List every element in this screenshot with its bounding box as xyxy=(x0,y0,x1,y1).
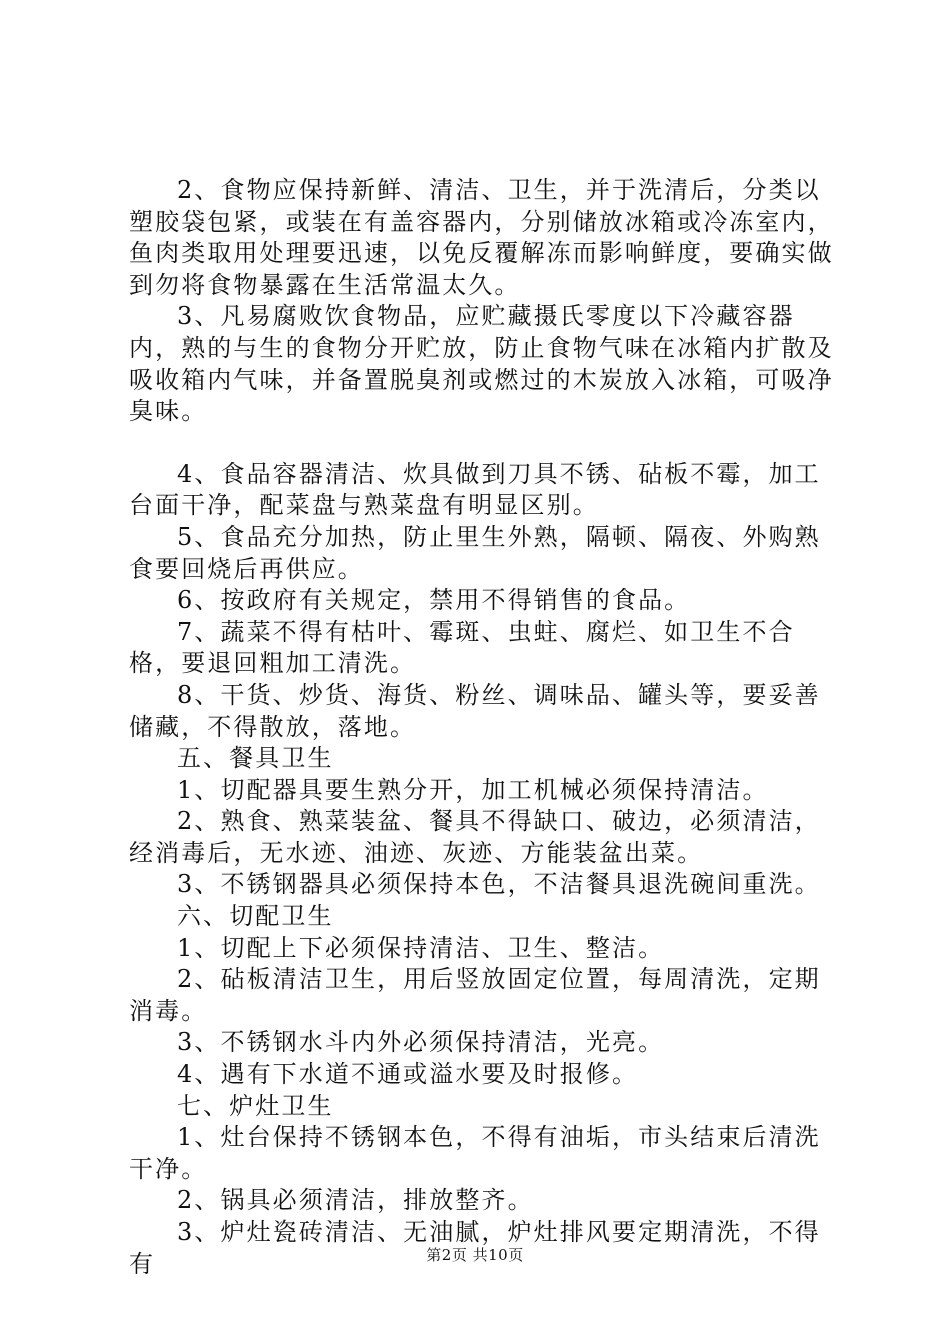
paragraph-stove-1: 1、灶台保持不锈钢本色，不得有油垢，市头结束后清洗干净。 xyxy=(129,1123,821,1183)
paragraph-food-heating-5: 5、食品充分加热，防止里生外熟，隔顿、隔夜、外购熟食要回烧后再供应。 xyxy=(129,522,821,583)
paragraph-tableware-3: 3、不锈钢器具必须保持本色，不洁餐具退洗碗间重洗。 xyxy=(177,870,821,899)
section-heading-stove: 七、炉灶卫生 xyxy=(177,1091,334,1120)
paragraph-cutting-4: 4、遇有下水道不通或溢水要及时报修。 xyxy=(177,1060,639,1089)
paragraph-dry-goods-8: 8、干货、炒货、海货、粉丝、调味品、罐头等，要妥善储藏，不得散放，落地。 xyxy=(129,680,821,741)
paragraph-tableware-1: 1、切配器具要生熟分开，加工机械必须保持清洁。 xyxy=(177,775,769,804)
paragraph-stove-2: 2、锅具必须清洁，排放整齐。 xyxy=(177,1186,534,1215)
paragraph-banned-food-6: 6、按政府有关规定，禁用不得销售的食品。 xyxy=(177,586,691,615)
page-footer: 第2页 共10页 xyxy=(426,1246,524,1264)
paragraph-stove-3: 3、炉灶瓷砖清洁、无油腻，炉灶排风要定期清洗，不得有 xyxy=(129,1218,821,1278)
paragraph-vegetables-7: 7、蔬菜不得有枯叶、霉斑、虫蛀、腐烂、如卫生不合格，要退回粗加工清洗。 xyxy=(129,617,795,678)
paragraph-food-storage-2: 2、食物应保持新鲜、清洁、卫生，并于洗清后，分类以塑胶袋包紧，或装在有盖容器内，分别储放冰箱或冷冻室内，鱼肉类取用处理要迅速，以免反覆解冻而影响鲜度，要确实做到勿将食物暴露在生活常温太久。 xyxy=(129,176,834,299)
paragraph-food-storage-3: 3、凡易腐败饮食物品，应贮藏摄氏零度以下冷藏容器内，熟的与生的食物分开贮放，防止食物气味在冰箱内扩散及吸收箱内气味，并备置脱臭剂或燃过的木炭放入冰箱，可吸净臭味。 xyxy=(129,302,834,426)
paragraph-cutting-2: 2、砧板清洁卫生，用后竖放固定位置，每周清洗，定期消毒。 xyxy=(129,965,821,1025)
document-body xyxy=(129,175,841,1280)
paragraph-cutting-3: 3、不锈钢水斗内外必须保持清洁，光亮。 xyxy=(177,1028,665,1057)
section-heading-cutting: 六、切配卫生 xyxy=(177,902,334,931)
paragraph-tableware-2: 2、熟食、熟菜装盆、餐具不得缺口、破边，必须清洁，经消毒后，无水迹、油迹、灰迹、方能装盆出菜。 xyxy=(129,807,821,867)
section-heading-tableware: 五、餐具卫生 xyxy=(177,744,334,773)
paragraph-cutting-1: 1、切配上下必须保持清洁、卫生、整洁。 xyxy=(177,933,665,962)
paragraph-food-container-4: 4、食品容器清洁、炊具做到刀具不锈、砧板不霉，加工台面干净，配菜盘与熟菜盘有明显区别。 xyxy=(129,459,821,520)
